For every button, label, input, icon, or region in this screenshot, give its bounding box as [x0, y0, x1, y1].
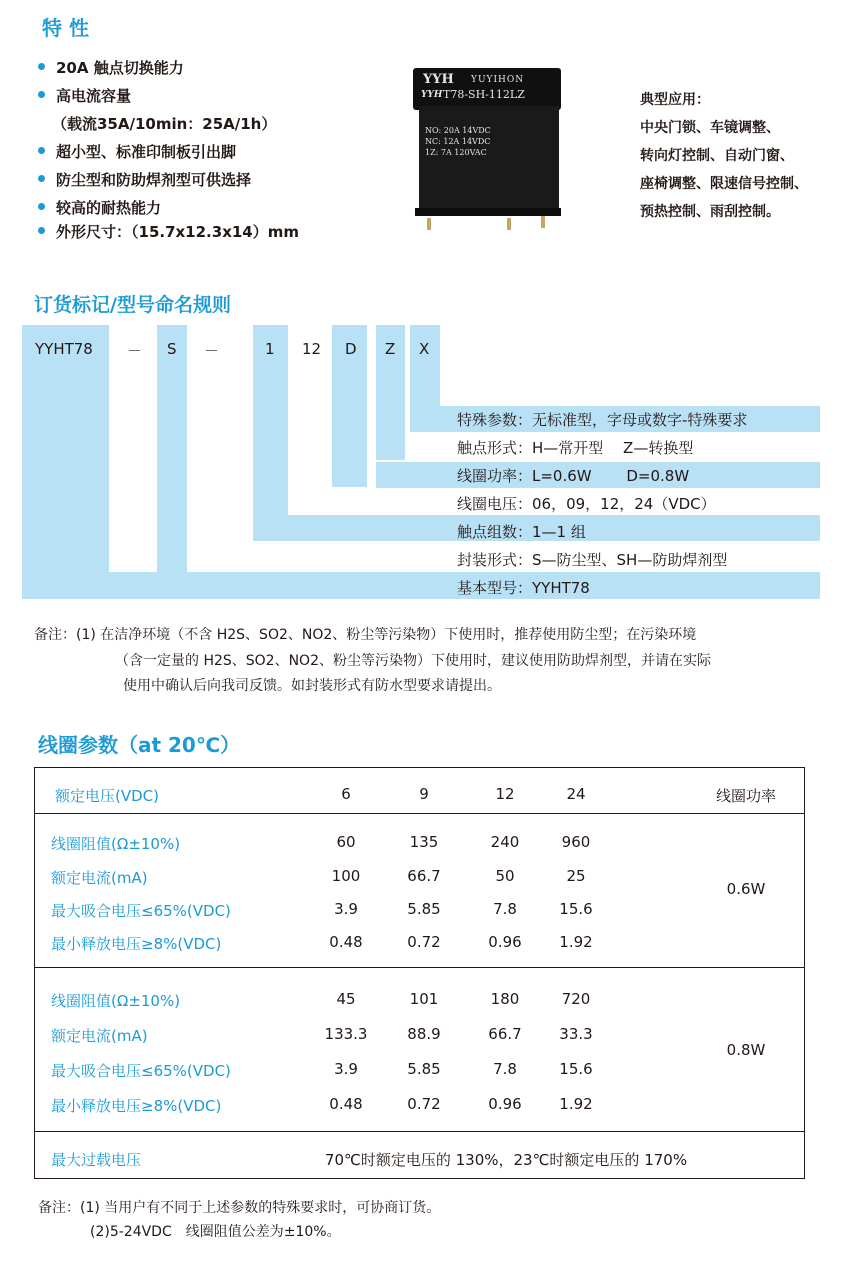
application-line: 转向灯控制、自动门窗、	[640, 148, 794, 164]
coil-power-value: 0.8W	[726, 1041, 766, 1059]
bullet-icon	[38, 175, 45, 182]
ordering-coil-power: 线圈功率：L=0.6W D=0.8W	[457, 467, 690, 485]
relay-logo: YYH	[421, 90, 443, 100]
bullet-icon	[38, 227, 45, 234]
code-power: D	[345, 340, 357, 358]
coil-table	[34, 767, 805, 1179]
relay-brand: YYH	[423, 72, 454, 87]
row-label: 最大吸合电压≤65%(VDC)	[51, 902, 231, 920]
table-cell: 88.9	[407, 1025, 441, 1043]
header-voltage: 9	[419, 785, 429, 803]
overload-value: 70℃时额定电压的 130%，23℃时额定电压的 170%	[324, 1151, 688, 1169]
table-cell: 15.6	[559, 1060, 593, 1078]
header-coil-power: 线圈功率	[715, 787, 777, 805]
row-label: 线圈阻值(Ω±10%)	[51, 835, 181, 853]
bullet-icon	[38, 203, 45, 210]
table-cell: 66.7	[407, 867, 441, 885]
row-label: 最大吸合电压≤65%(VDC)	[51, 1062, 231, 1080]
table-cell: 133.3	[324, 1025, 368, 1043]
table-cell: 3.9	[334, 1060, 358, 1078]
table-divider	[34, 1131, 805, 1132]
coil-title: 线圈参数（at 20℃）	[38, 733, 241, 757]
table-cell: 0.48	[329, 1095, 363, 1113]
feature-item: 外形尺寸：（15.7x12.3x14）mm	[38, 221, 299, 242]
table-cell: 3.9	[334, 900, 358, 918]
bar-basic-model-h	[22, 572, 820, 599]
table-cell: 0.72	[407, 1095, 441, 1113]
table-divider	[34, 967, 805, 968]
table-cell: 135	[409, 833, 439, 851]
row-label: 最小释放电压≥8%(VDC)	[51, 935, 222, 953]
table-cell: 5.85	[407, 1060, 441, 1078]
coil-power-value: 0.6W	[726, 880, 766, 898]
table-cell: 7.8	[493, 900, 517, 918]
table-cell: 720	[561, 990, 591, 1008]
table-cell: 25	[566, 867, 586, 885]
ordering-note: 备注：(1) 在洁净环境（不含 H2S、SO2、NO2、粉尘等污染物）下使用时，推荐使用防尘型；在污染环境	[34, 627, 697, 643]
header-rated-voltage: 额定电压(VDC)	[55, 787, 159, 805]
table-cell: 15.6	[559, 900, 593, 918]
ordering-title: 订货标记/型号命名规则	[34, 294, 231, 316]
table-cell: 1.92	[559, 1095, 593, 1113]
feature-item: 20A 触点切换能力	[38, 57, 184, 78]
header-voltage: 12	[495, 785, 515, 803]
header-voltage: 24	[566, 785, 586, 803]
feature-item: 高电流容量	[38, 85, 131, 106]
table-cell: 180	[490, 990, 520, 1008]
table-cell: 33.3	[559, 1025, 593, 1043]
feature-item: 防尘型和防助焊剂型可供选择	[38, 169, 251, 190]
ordering-basic-model: 基本型号：YYHT78	[457, 579, 590, 597]
applications-title: 典型应用：	[640, 92, 710, 108]
ordering-coil-voltage: 线圈电压：06，09，12，24（VDC）	[457, 495, 716, 513]
ordering-package: 封装形式：S—防尘型、SH—防助焊剂型	[457, 551, 728, 569]
table-cell: 240	[490, 833, 520, 851]
relay-brand-name: YUYIHON	[471, 75, 525, 85]
relay-photo	[413, 68, 561, 226]
row-label: 最小释放电压≥8%(VDC)	[51, 1097, 222, 1115]
relay-rating: NO: 20A 14VDC	[425, 126, 491, 135]
table-cell: 5.85	[407, 900, 441, 918]
table-cell: 100	[331, 867, 361, 885]
table-cell: 101	[409, 990, 439, 1008]
row-label: 线圈阻值(Ω±10%)	[51, 992, 181, 1010]
code-voltage: 12	[302, 340, 322, 358]
bar-basic-model	[22, 325, 109, 599]
relay-pin	[427, 218, 431, 230]
ordering-contact-groups: 触点组数：1—1 组	[457, 523, 586, 541]
feature-item: 超小型、标准印制板引出脚	[38, 141, 236, 162]
header-voltage: 6	[341, 785, 351, 803]
table-cell: 45	[336, 990, 356, 1008]
code-form: Z	[385, 340, 396, 358]
features-title: 特 性	[42, 16, 89, 40]
code-special: X	[419, 340, 430, 358]
feature-item: 较高的耐热能力	[38, 197, 161, 218]
table-cell: 0.96	[488, 933, 522, 951]
ordering-note: 使用中确认后向我司反馈。如封装形式有防水型要求请提出。	[123, 678, 501, 694]
table-cell: 60	[336, 833, 356, 851]
feature-item: （载流35A/10min：25A/1h）	[52, 115, 277, 133]
relay-base	[415, 208, 561, 216]
code-dash: －	[204, 342, 220, 360]
code-basic: YYHT78	[35, 340, 93, 358]
table-divider	[34, 813, 805, 814]
ordering-contact-form: 触点形式：H—常开型 Z—转换型	[457, 439, 694, 457]
table-cell: 0.72	[407, 933, 441, 951]
relay-rating: 1Z: 7A 120VAC	[425, 148, 487, 157]
relay-pin	[507, 218, 511, 230]
table-cell: 0.96	[488, 1095, 522, 1113]
relay-body	[419, 106, 559, 214]
code-dash: －	[127, 342, 143, 360]
bullet-icon	[38, 63, 45, 70]
application-line: 预热控制、雨刮控制。	[640, 204, 780, 220]
table-cell: 50	[495, 867, 515, 885]
table-cell: 960	[561, 833, 591, 851]
table-cell: 7.8	[493, 1060, 517, 1078]
relay-model: T78-SH-112LZ	[443, 88, 525, 101]
application-line: 座椅调整、限速信号控制、	[640, 176, 808, 192]
relay-pin	[541, 216, 545, 228]
row-label: 额定电流(mA)	[51, 869, 148, 887]
overload-label: 最大过载电压	[51, 1151, 142, 1169]
table-cell: 1.92	[559, 933, 593, 951]
coil-note: (2)5-24VDC 线圈阻值公差为±10%。	[90, 1224, 341, 1240]
code-groups: 1	[265, 340, 275, 358]
ordering-special: 特殊参数：无标准型，字母或数字-特殊要求	[457, 411, 748, 429]
table-cell: 66.7	[488, 1025, 522, 1043]
table-cell: 0.48	[329, 933, 363, 951]
code-package: S	[167, 340, 177, 358]
application-line: 中央门锁、车镜调整、	[640, 120, 780, 136]
coil-note: 备注：(1) 当用户有不同于上述参数的特殊要求时，可协商订货。	[38, 1200, 441, 1216]
row-label: 额定电流(mA)	[51, 1027, 148, 1045]
bar-package	[157, 325, 187, 572]
applications	[640, 86, 808, 226]
ordering-note: （含一定量的 H2S、SO2、NO2、粉尘等污染物）下使用时，建议使用防助焊剂型，并请在实际	[115, 653, 711, 669]
relay-rating: NC: 12A 14VDC	[425, 137, 491, 146]
bullet-icon	[38, 147, 45, 154]
bullet-icon	[38, 91, 45, 98]
